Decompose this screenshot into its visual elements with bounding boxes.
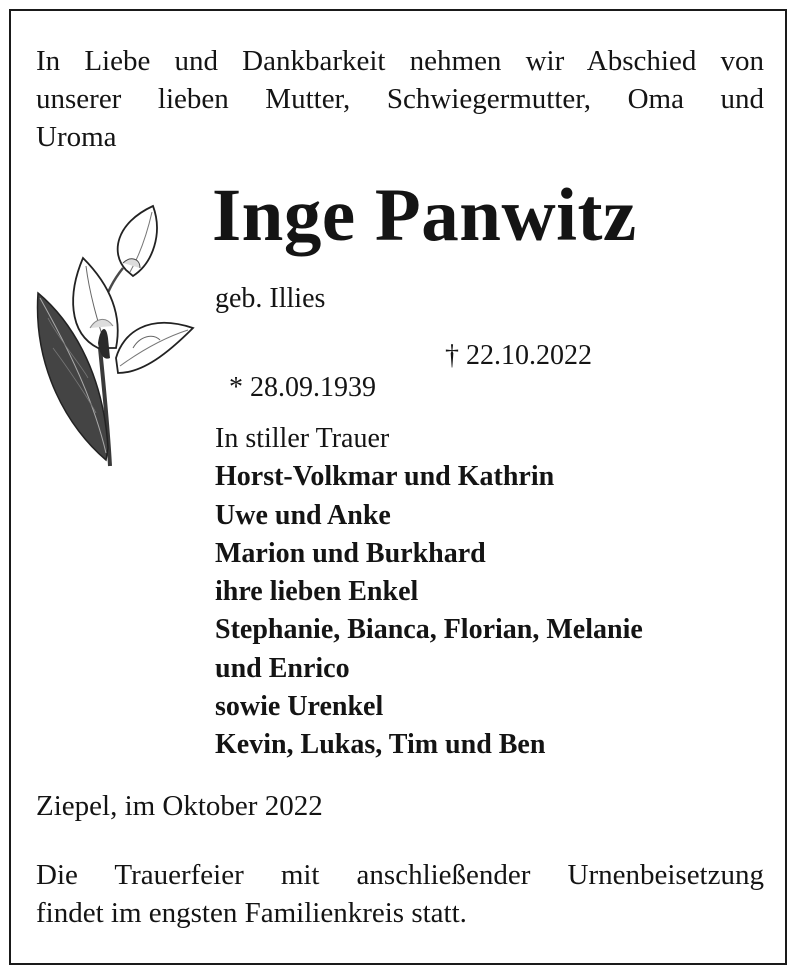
intro-line: unserer lieben Mutter, Schwiegermutter, Oma und <box>36 83 764 115</box>
intro-text <box>36 42 764 156</box>
calla-lily-icon <box>28 198 198 473</box>
death-date: † 22.10.2022 <box>445 340 592 371</box>
place-date: Ziepel, im Oktober 2022 <box>36 790 323 822</box>
funeral-line: findet im engsten Familienkreis statt. <box>36 897 467 929</box>
mourner-line: Horst-Volkmar und Kathrin <box>215 461 555 493</box>
intro-line: Uroma <box>36 121 117 153</box>
funeral-notice <box>36 856 764 932</box>
mourner-line: Uwe und Anke <box>215 499 391 531</box>
funeral-line: Die Trauerfeier mit anschließender Urnenbeisetzung <box>36 859 764 891</box>
intro-line: In Liebe und Dankbarkeit nehmen wir Abschied von <box>36 45 764 77</box>
maiden-name: geb. Illies <box>215 283 326 314</box>
deceased-name: Inge Panwitz <box>212 174 637 257</box>
mourner-line: Marion und Burkhard <box>215 537 486 569</box>
mourner-line: sowie Urenkel <box>215 691 384 723</box>
mourner-line: Stephanie, Bianca, Florian, Melanie <box>215 614 643 646</box>
mourner-line: Kevin, Lukas, Tim und Ben <box>215 729 546 761</box>
mourners-heading: In stiller Trauer <box>215 423 390 454</box>
mourner-line: ihre lieben Enkel <box>215 576 419 608</box>
birth-date: * 28.09.1939 <box>229 372 376 403</box>
mourners-list <box>215 420 643 765</box>
mourner-line: und Enrico <box>215 652 350 684</box>
